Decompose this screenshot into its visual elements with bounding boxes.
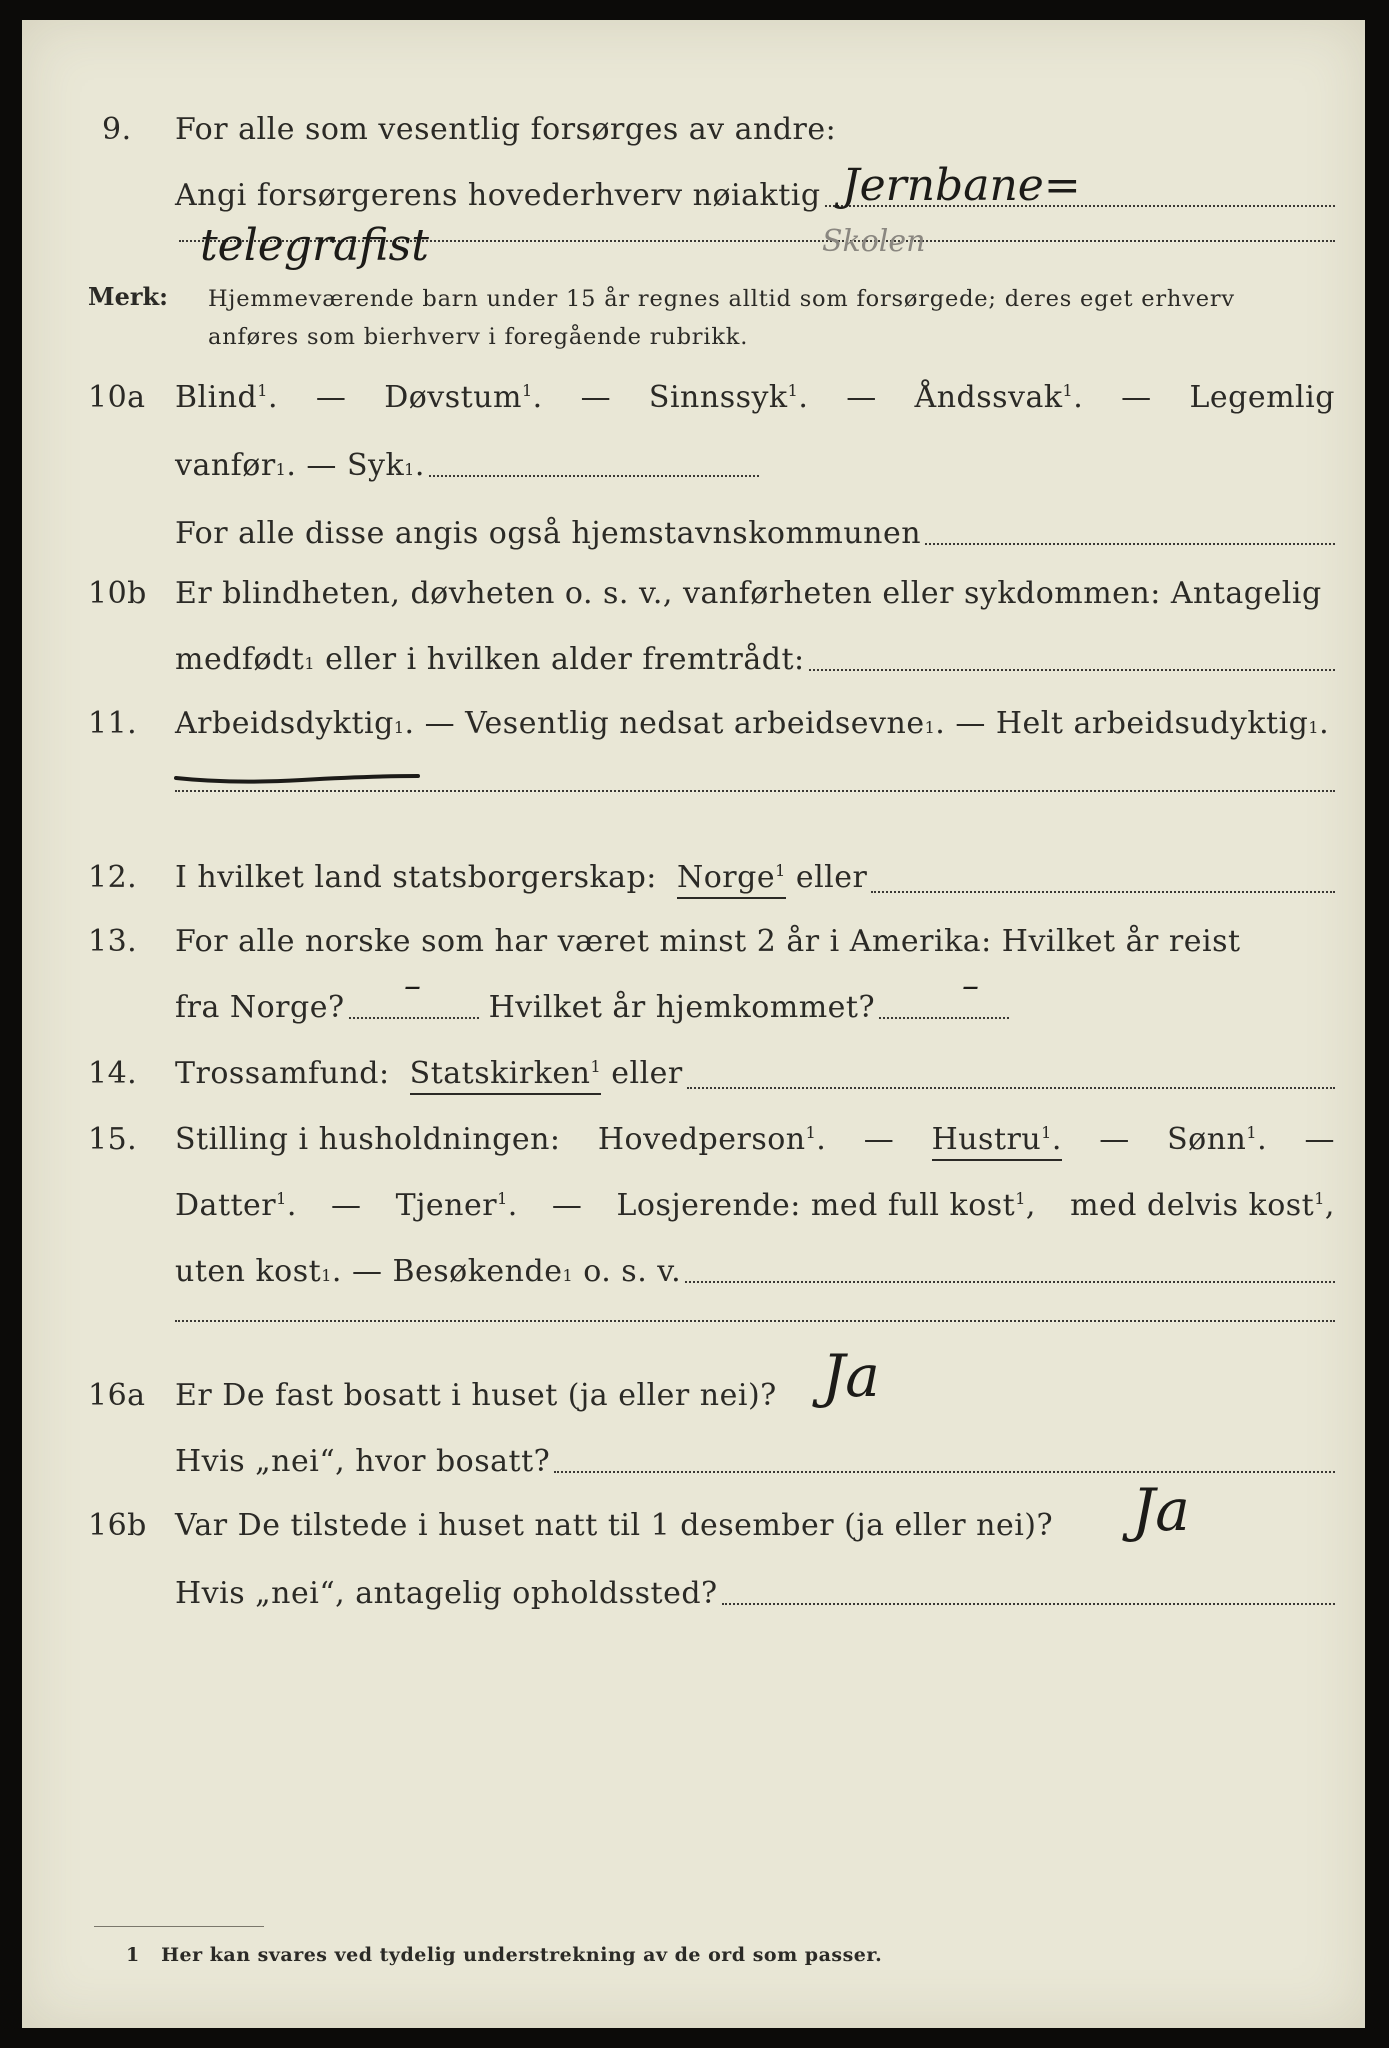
q12-text: I hvilket land statsborgerskap: xyxy=(175,860,657,895)
q10a-opt-sinnssyk[interactable]: Sinnssyk xyxy=(648,380,788,415)
q11-number: 11. xyxy=(88,706,138,741)
q10b-number: 10b xyxy=(88,576,147,611)
q15-osv: o. s. v. xyxy=(583,1254,682,1289)
merk-line2: anføres som bierhverv i foregående rubrikk. xyxy=(208,324,749,350)
q15-opt-tjener[interactable]: Tjener xyxy=(395,1188,498,1223)
q14-text: Trossamfund: xyxy=(175,1056,390,1091)
q15-answer-line2[interactable] xyxy=(175,1320,1335,1322)
q13-number: 13. xyxy=(88,924,138,959)
footnote-rule xyxy=(94,1926,264,1927)
q9-number: 9. xyxy=(102,112,132,147)
q16b-answer-line[interactable] xyxy=(722,1603,1335,1605)
q15-opt-datter[interactable]: Datter xyxy=(175,1188,277,1223)
q16b-text2: Hvis „nei“, antagelig opholdssted? xyxy=(175,1576,718,1611)
q10a-opt-andssvak[interactable]: Åndssvak xyxy=(914,380,1063,415)
q13-reist-line[interactable] xyxy=(349,1017,479,1019)
q16a-text1: Er De fast bosatt i huset (ja eller nei)? xyxy=(175,1378,777,1413)
q15-text: Stilling i husholdningen: xyxy=(175,1122,561,1157)
q10a-opt-legemlig[interactable]: Legemlig xyxy=(1189,380,1335,415)
q10a-opt-dovstum[interactable]: Døvstum xyxy=(384,380,522,415)
q13-text1: For alle norske som har været minst 2 år i Amerika: Hvilket år reist xyxy=(175,924,1241,959)
q10b-opt-medfodt[interactable]: medfødt xyxy=(175,642,305,677)
q15-opt-full-kost[interactable]: Losjerende: med full kost xyxy=(616,1188,1016,1223)
q10a-opt-blind[interactable]: Blind xyxy=(175,380,258,415)
q10b-text1: Er blindheten, døvheten o. s. v., vanførheten eller sykdommen: Antagelig xyxy=(175,576,1322,611)
footnote-text: Her kan svares ved tydelig understrekning av de ord som passer. xyxy=(161,1944,883,1966)
q10a-hjemstavn-line[interactable] xyxy=(925,543,1335,545)
q9-answer-faint: Skolen xyxy=(822,224,926,259)
q10b-answer-line[interactable] xyxy=(809,669,1335,671)
q15-opt-hustru[interactable]: Hustru xyxy=(931,1122,1042,1157)
q10a-opt-syk[interactable]: Syk xyxy=(346,448,405,483)
q10a-opt-vanfor[interactable]: vanfør xyxy=(175,448,276,483)
q9-answer-part2: telegrafist xyxy=(200,220,429,271)
q15-opt-uten-kost[interactable]: uten kost xyxy=(175,1254,322,1289)
q16a-answer-line[interactable] xyxy=(554,1471,1335,1473)
q13-answer-dash1: – xyxy=(404,966,421,1006)
q10a-hjemstavn-text: For alle disse angis også hjemstavnskommunen xyxy=(175,516,922,551)
q14-number: 14. xyxy=(88,1056,138,1091)
q12-eller: eller xyxy=(795,860,868,895)
footnote xyxy=(126,1944,882,1966)
q15-number: 15. xyxy=(88,1122,138,1157)
q15-opt-delvis-kost[interactable]: med delvis kost xyxy=(1070,1188,1315,1223)
q13-hjemkommet-line[interactable] xyxy=(879,1017,1009,1019)
q9-answer-part1: Jernbane= xyxy=(842,160,1081,211)
merk-label: Merk: xyxy=(88,282,168,311)
q13-text2a: fra Norge? xyxy=(175,990,345,1025)
q16a-text2: Hvis „nei“, hvor bosatt? xyxy=(175,1444,551,1479)
q12-opt-norge[interactable]: Norge$^1$ xyxy=(677,860,786,899)
q10b-text2: eller i hvilken alder fremtrådt: xyxy=(325,642,805,677)
q16a-number: 16a xyxy=(88,1378,146,1413)
q11-handwritten-underline xyxy=(172,768,422,788)
q13-answer-dash2: – xyxy=(962,966,979,1006)
q9-text2: Angi forsørgerens hovederhverv nøiaktig xyxy=(175,178,821,213)
q12-number: 12. xyxy=(88,860,138,895)
q14-eller: eller xyxy=(611,1056,683,1091)
q11-answer-line[interactable] xyxy=(175,790,1335,792)
q16b-answer: Ja xyxy=(1132,1476,1190,1544)
footnote-mark: 1 xyxy=(126,1944,140,1966)
q11-opt-udyktig[interactable]: Helt arbeidsudyktig xyxy=(995,706,1309,741)
q13-text2b: Hvilket år hjemkommet? xyxy=(488,990,876,1025)
merk-line1: Hjemmeværende barn under 15 år regnes alltid som forsørgede; deres eget erhverv xyxy=(208,286,1235,312)
q15-opt-hovedperson[interactable]: Hovedperson xyxy=(597,1122,806,1157)
q15-answer-line[interactable] xyxy=(685,1281,1335,1283)
q15-opt-sonn[interactable]: Sønn xyxy=(1167,1122,1247,1157)
merk-note xyxy=(208,280,1335,356)
q10a-number: 10a xyxy=(88,380,146,415)
q16b-number: 16b xyxy=(88,1508,147,1543)
q12-answer-line[interactable] xyxy=(871,891,1335,893)
q16b-text1: Var De tilstede i huset natt til 1 desember (ja eller nei)? xyxy=(175,1508,1054,1543)
q14-answer-line[interactable] xyxy=(687,1087,1335,1089)
q14-opt-statskirken[interactable]: Statskirken$^1$ xyxy=(410,1056,602,1095)
q10a-syk-line[interactable] xyxy=(429,475,759,477)
q9-text1: For alle som vesentlig forsørges av andre: xyxy=(175,112,837,147)
q15-opt-besokende[interactable]: Besøkende xyxy=(392,1254,563,1289)
q11-opt-arbeidsdyktig[interactable]: Arbeidsdyktig xyxy=(175,706,394,741)
census-form-page: 9. For alle som vesentlig forsørges av andre: Angi forsørgerens hovederhverv nøiaktig Jernbane= telegrafist Skolen Merk: Hjemmeværende barn under 15 år regnes alltid som forsørgede; deres eget erhverv anføres som bierhverv i foregående rubrikk. 10a Blind$^1$. — Døvstum$^1$. — Sinnssyk$^1$. — Åndssvak$^1$. — Legemlig vanfør 1 . — Syk 1 . For alle disse angis også hjemstavnskommunen 10b Er blindheten, døvheten o. s. v., vanførheten eller sykdommen: Antagelig medfødt 1 eller i hvilken alder fremtrådt: 11. Arbeidsdyktig 1 . — Vesentlig nedsat arbeidsevne 1 . — Helt arbeidsudyktig 1 . 12. I hvilket land statsborgerskap: Norge$^1$ eller 13. For alle norske som har været minst 2 år i Amerika: Hvilket år reist fra Norge? Hvilket år hjemkommet? – – 14. Trossamfund: Statskirken$^1$ eller 15. Stilling i husholdningen: Hovedperson$^1$. — Hustru$^1$. — Sønn$^1$. — Datter$^1$. — Tjener$^1$. — Losjerende: med full kost$^1$, med delvis kost$^1$, uten kost 1 . — Besøkende 1 o. s. v. 16a Er De fast bosatt i huset (ja eller nei)? Ja Hvis „nei“, hvor bosatt? 16b Var De tilstede i huset natt til 1 desember (ja eller nei)? Ja Hvis „nei“, antagelig opholdssted? 1 Her kan svares ved tydelig understrekning av de ord som passer. xyxy=(22,20,1365,2028)
q16a-answer: Ja xyxy=(822,1342,880,1410)
q11-opt-nedsat[interactable]: Vesentlig nedsat arbeidsevne xyxy=(465,706,925,741)
